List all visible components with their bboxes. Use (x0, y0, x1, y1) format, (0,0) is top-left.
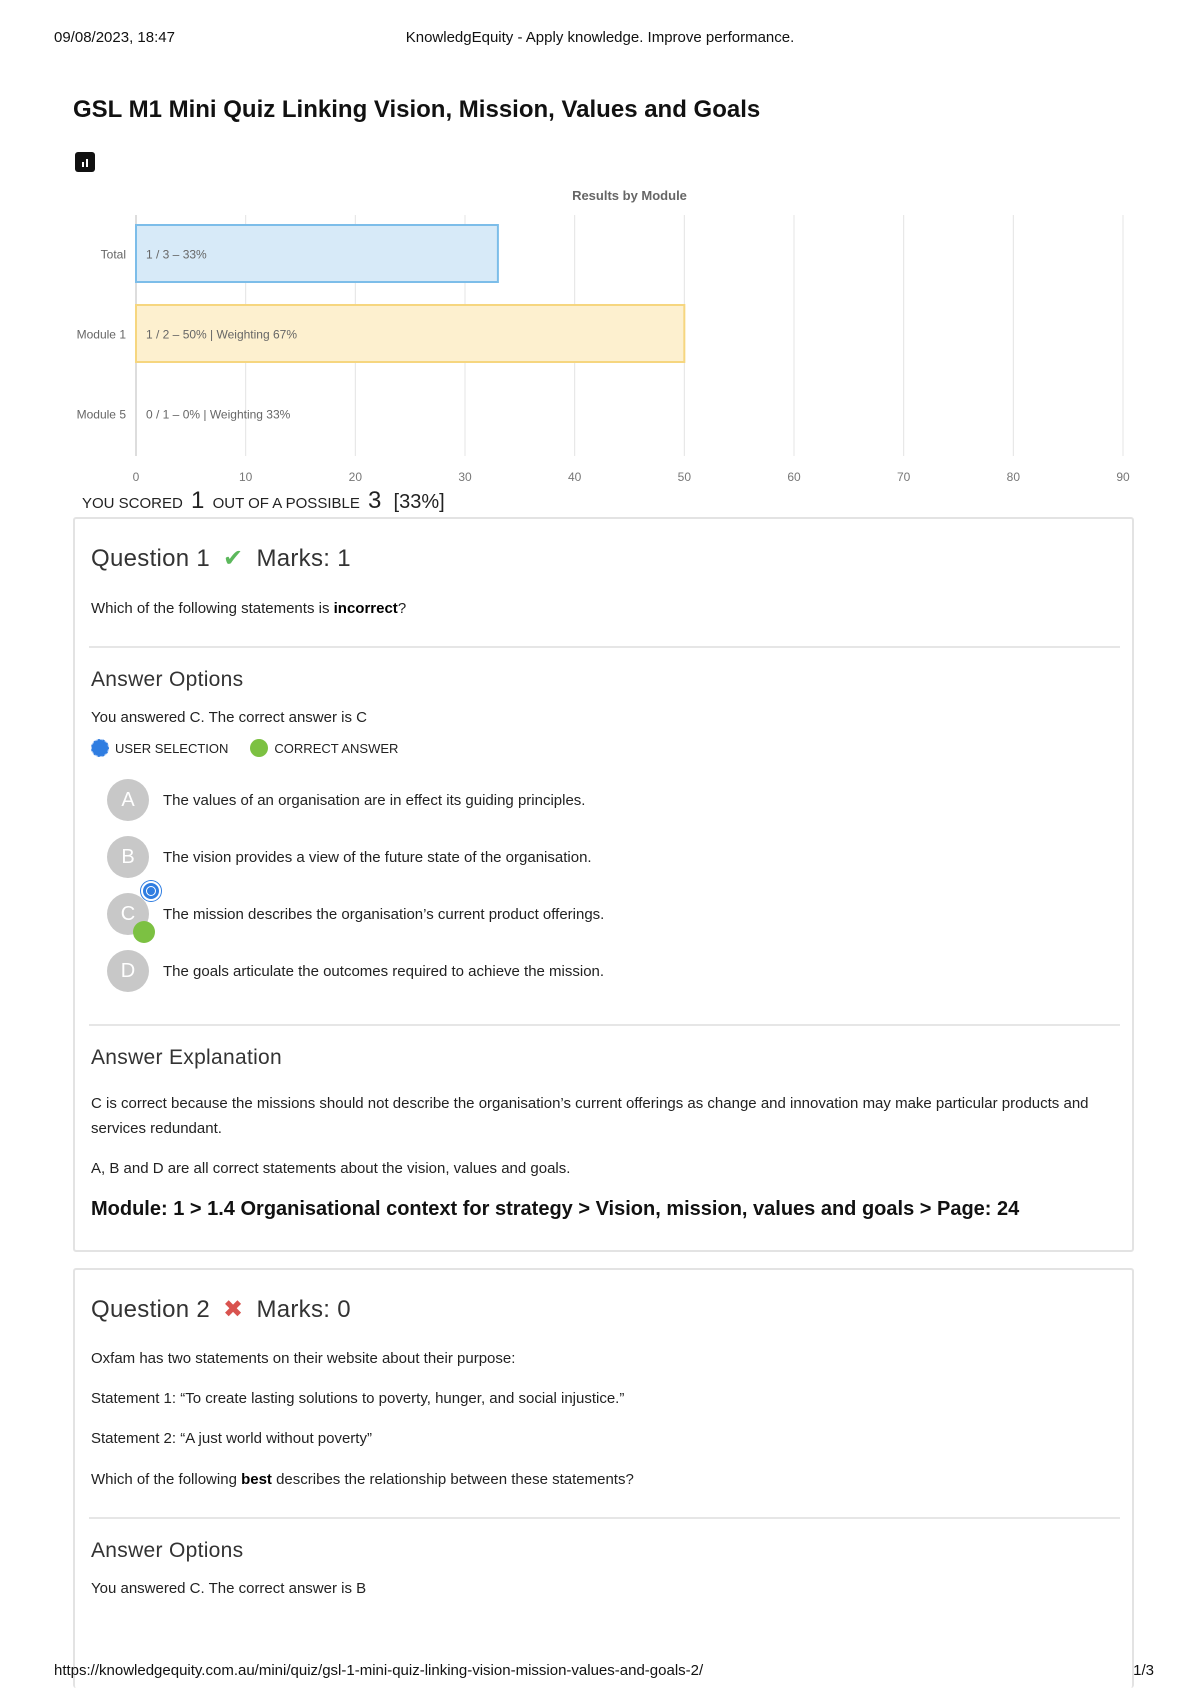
question-marks: Marks: 1 (256, 545, 351, 572)
score-prefix: YOU SCORED (82, 495, 183, 512)
chart-data-label: 1 / 3 – 33% (146, 247, 207, 262)
prompt-text-end: describes the relationship between these statements? (271, 1471, 634, 1488)
legend-label: USER SELECTION (115, 740, 229, 756)
score-possible: 3 (368, 487, 382, 514)
option-letter-text: C (120, 902, 136, 925)
question-2-intro: Oxfam has two statements on their website about their purpose: (91, 1350, 516, 1367)
option-letter-c (107, 893, 149, 935)
chart-title: Results by Module (572, 188, 687, 203)
print-datetime: 09/08/2023, 18:47 (54, 29, 175, 46)
option-d (107, 950, 604, 992)
option-a (107, 779, 585, 821)
answer-summary: You answered C. The correct answer is B (91, 1580, 367, 1597)
question-title-text: Question 1 (91, 545, 211, 572)
chart-x-tick-label: 40 (567, 470, 582, 483)
chart-category-label: Module 5 (76, 407, 126, 422)
answer-legend (91, 739, 420, 757)
legend-user-selection (91, 739, 228, 757)
print-site-title: KnowledgEquity - Apply knowledge. Improve performance. (405, 29, 795, 46)
prompt-text: Which of the following (91, 1471, 242, 1488)
chart-x-tick-label: 0 (132, 470, 140, 483)
explanation-paragraph-1: C is correct because the missions should not describe the organisation’s current offerings as change and innovation may make particular products and services redundant. (91, 1095, 1089, 1137)
correct-answer-icon (250, 739, 268, 757)
page-title: GSL M1 Mini Quiz Linking Vision, Mission, Values and Goals (73, 96, 761, 123)
option-letter: B (107, 836, 149, 878)
check-icon: ✔ (223, 545, 244, 572)
print-url: https://knowledgequity.com.au/mini/quiz/gsl-1-mini-quiz-linking-vision-mission-values-and-goals-2/ (54, 1662, 704, 1679)
score-summary (82, 487, 449, 515)
chart-x-tick-label: 90 (1116, 470, 1130, 483)
question-1-prompt (91, 596, 1111, 621)
chart-x-tick-label: 20 (348, 470, 363, 483)
question-2-statement-1: Statement 1: “To create lasting solutions to poverty, hunger, and social injustice.” (91, 1390, 625, 1407)
question-2-prompt (91, 1467, 1111, 1492)
prompt-text: Which of the following statements is (91, 600, 334, 617)
option-text: The mission describes the organisation’s current product offerings. (163, 905, 605, 923)
chart-x-tick-label: 30 (458, 470, 472, 483)
option-c (107, 893, 604, 935)
chart-data-label: 1 / 2 – 50% | Weighting 67% (146, 327, 297, 342)
question-1-title (91, 544, 351, 573)
score-percent: [33%] (393, 491, 445, 513)
option-text: The vision provides a view of the future state of the organisation. (163, 848, 592, 866)
chart-data-label: 0 / 1 – 0% | Weighting 33% (146, 407, 291, 422)
question-card-1 (73, 517, 1134, 1252)
option-letter: D (107, 950, 149, 992)
user-selection-badge-icon (141, 881, 161, 901)
chart-x-tick-label: 10 (238, 470, 253, 483)
option-letter: A (107, 779, 149, 821)
chart-x-tick-label: 50 (677, 470, 692, 483)
chart-category-label: Module 1 (76, 327, 126, 342)
divider (89, 1024, 1120, 1026)
divider (89, 1517, 1120, 1519)
answer-options-heading: Answer Options (91, 1539, 244, 1562)
correct-answer-badge-icon (133, 921, 155, 943)
chart-category-label: Total (100, 247, 126, 262)
question-title-text: Question 2 (91, 1296, 211, 1323)
chart-x-tick-label: 70 (896, 470, 911, 483)
chart-x-tick-label: 80 (1006, 470, 1021, 483)
answer-options-heading: Answer Options (91, 668, 244, 691)
question-card-2 (73, 1268, 1134, 1688)
chart-x-tick-label: 60 (787, 470, 801, 483)
bar-chart-icon[interactable] (75, 152, 95, 172)
score-middle: OUT OF A POSSIBLE (212, 495, 360, 512)
legend-correct-answer (250, 739, 398, 757)
prompt-text-end: ? (397, 600, 407, 617)
legend-label: CORRECT ANSWER (274, 740, 399, 756)
answer-explanation-heading: Answer Explanation (91, 1046, 283, 1069)
answer-summary: You answered C. The correct answer is C (91, 709, 367, 726)
print-page-number: 1/3 (1133, 1662, 1154, 1679)
option-text: The goals articulate the outcomes required to achieve the mission. (163, 962, 605, 980)
question-2-title (91, 1295, 351, 1324)
option-text: The values of an organisation are in effect its guiding principles. (163, 791, 586, 809)
score-value: 1 (191, 487, 205, 514)
prompt-emphasis: best (241, 1471, 272, 1488)
explanation-paragraph-2: A, B and D are all correct statements about the vision, values and goals. (91, 1160, 571, 1177)
results-chart (60, 183, 1140, 483)
cross-icon: ✖ (223, 1296, 244, 1323)
option-b (107, 836, 592, 878)
prompt-emphasis: incorrect (333, 600, 398, 617)
question-marks: Marks: 0 (256, 1296, 351, 1323)
user-selection-icon (91, 739, 109, 757)
module-reference: Module: 1 > 1.4 Organisational context for strategy > Vision, mission, values and goals > Page: 24 (91, 1198, 1020, 1220)
question-2-statement-2: Statement 2: “A just world without poverty” (91, 1430, 372, 1447)
divider (89, 646, 1120, 648)
